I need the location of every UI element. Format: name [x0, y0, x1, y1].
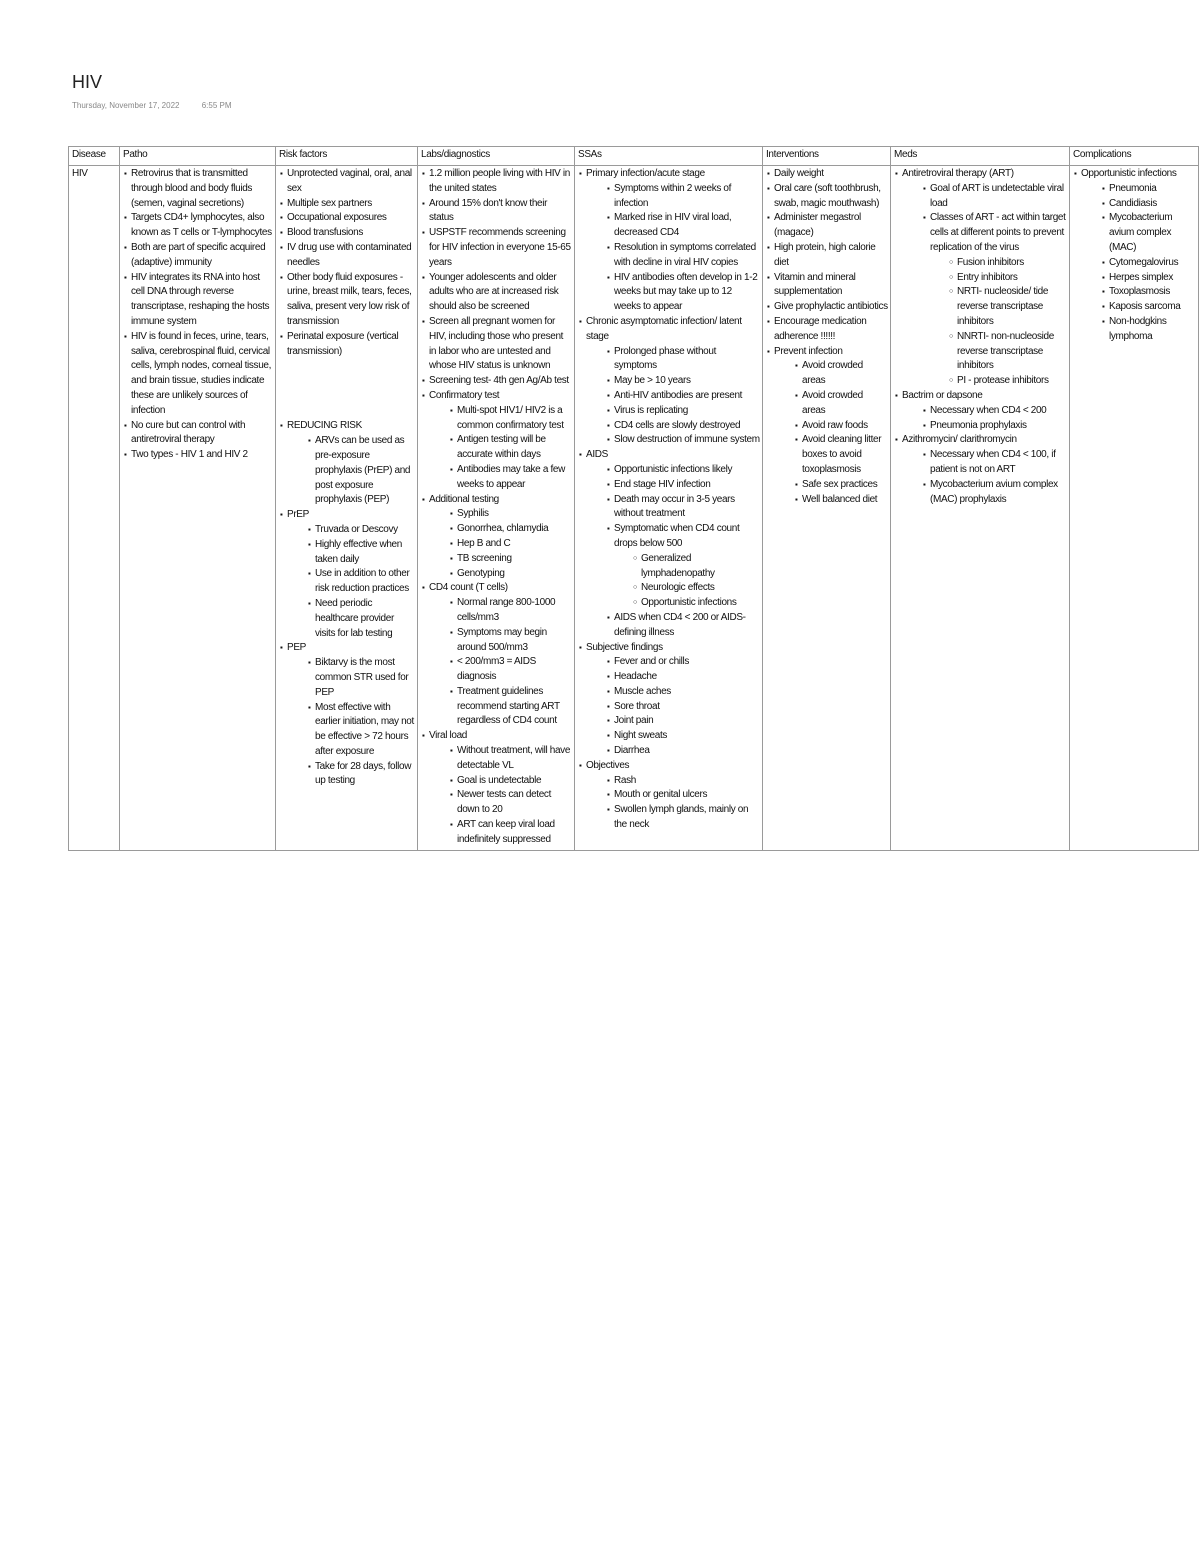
- list-item: ▪ Avoid crowded areas: [766, 359, 888, 389]
- list-item: ▪ Marked rise in HIV viral load, decreased CD4: [578, 211, 760, 241]
- list-item: ▪ Confirmatory test: [421, 389, 572, 404]
- list-item: ▪ Avoid cleaning litter boxes to avoid toxoplasmosis: [766, 433, 888, 477]
- header-disease: Disease: [69, 147, 120, 166]
- cell-complications: [1070, 166, 1199, 851]
- list-item: ▪ PEP: [279, 641, 415, 656]
- header-ssas: SSAs: [575, 147, 763, 166]
- list-item: ▪ Symptoms within 2 weeks of infection: [578, 182, 760, 212]
- list-item: ▪ Mouth or genital ulcers: [578, 788, 760, 803]
- list-item: ▪ IV drug use with contaminated needles: [279, 241, 415, 271]
- cell-ssas: [575, 166, 763, 851]
- list-item: ▪ USPSTF recommends screening for HIV infection in everyone 15-65 years: [421, 226, 572, 270]
- list-item: ▪ Viral load: [421, 729, 572, 744]
- list-item: ▪ Pneumonia: [1073, 182, 1196, 197]
- list-item: ▪ Daily weight: [766, 167, 888, 182]
- list-item: ▪ Hep B and C: [421, 537, 572, 552]
- list-item: ▪ Other body fluid exposures - urine, breast milk, tears, feces, saliva, present very low risk of transmission: [279, 271, 415, 330]
- list-item: ▪ Administer megastrol (magace): [766, 211, 888, 241]
- list-item: ○ Neurologic effects: [578, 581, 760, 596]
- header-risk-factors: Risk factors: [276, 147, 418, 166]
- list-item: ▪ Safe sex practices: [766, 478, 888, 493]
- list-item: ▪ Avoid raw foods: [766, 419, 888, 434]
- list-item: ▪ Opportunistic infections likely: [578, 463, 760, 478]
- list-item: ▪ Resolution in symptoms correlated with decline in viral HIV copies: [578, 241, 760, 271]
- cell-disease: HIV: [69, 166, 120, 851]
- list-item: ▪ Rash: [578, 774, 760, 789]
- list-item: ○ PI - protease inhibitors: [894, 374, 1067, 389]
- list-item: ▪ Pneumonia prophylaxis: [894, 419, 1067, 434]
- table-row-hiv: [69, 166, 1199, 851]
- ssas-list: [578, 167, 760, 833]
- complications-list: [1073, 167, 1196, 345]
- list-item: ▪ Antibodies may take a few weeks to appear: [421, 463, 572, 493]
- list-item: ▪ Non-hodgkins lymphoma: [1073, 315, 1196, 345]
- list-item: ▪ Give prophylactic antibiotics: [766, 300, 888, 315]
- list-item: ▪ Prevent infection: [766, 345, 888, 360]
- list-item: ▪ Prolonged phase without symptoms: [578, 345, 760, 375]
- list-item: ▪ Well balanced diet: [766, 493, 888, 508]
- list-item: ▪ Without treatment, will have detectable VL: [421, 744, 572, 774]
- risk-factors-list: [279, 167, 415, 789]
- list-item: ▪ CD4 cells are slowly destroyed: [578, 419, 760, 434]
- cell-labs: [418, 166, 575, 851]
- list-item: ▪ Kaposis sarcoma: [1073, 300, 1196, 315]
- list-item: ▪ Azithromycin/ clarithromycin: [894, 433, 1067, 448]
- header-patho: Patho: [120, 147, 276, 166]
- page-meta: [72, 101, 252, 110]
- patho-list: [123, 167, 273, 463]
- list-item: ▪ AIDS: [578, 448, 760, 463]
- list-item: ▪ Antigen testing will be accurate within days: [421, 433, 572, 463]
- list-item: ▪ Normal range 800-1000 cells/mm3: [421, 596, 572, 626]
- list-item: ▪ Perinatal exposure (vertical transmission): [279, 330, 415, 360]
- page-title: HIV: [72, 72, 103, 92]
- list-item: ▪ Primary infection/acute stage: [578, 167, 760, 182]
- list-item: ▪ Truvada or Descovy: [279, 523, 415, 538]
- meds-list: [894, 167, 1067, 507]
- list-item: ▪ HIV integrates its RNA into host cell DNA through reverse transcriptase, reshaping the hosts immune system: [123, 271, 273, 330]
- list-item: ▪ Syphilis: [421, 507, 572, 522]
- list-item: ▪ Unprotected vaginal, oral, anal sex: [279, 167, 415, 197]
- list-item: ▪ Objectives: [578, 759, 760, 774]
- cell-interventions: [763, 166, 891, 851]
- list-item: ▪ Need periodic healthcare provider visits for lab testing: [279, 597, 415, 641]
- header-labs-diagnostics: Labs/diagnostics: [418, 147, 575, 166]
- list-item: ▪ Around 15% don't know their status: [421, 197, 572, 227]
- list-item: ▪ Newer tests can detect down to 20: [421, 788, 572, 818]
- header-interventions: Interventions: [763, 147, 891, 166]
- list-item: ▪ CD4 count (T cells): [421, 581, 572, 596]
- list-item: ▪ Candidiasis: [1073, 197, 1196, 212]
- list-item: ▪ PrEP: [279, 508, 415, 523]
- list-item: ▪ Screen all pregnant women for HIV, including those who present in labor who are untested and whose HIV status is unknown: [421, 315, 572, 374]
- header-meds: Meds: [891, 147, 1070, 166]
- list-item: ▪ Virus is replicating: [578, 404, 760, 419]
- list-item: ▪ Gonorrhea, chlamydia: [421, 522, 572, 537]
- list-item: ○ Entry inhibitors: [894, 271, 1067, 286]
- list-item: ▪ AIDS when CD4 < 200 or AIDS-defining illness: [578, 611, 760, 641]
- list-item: ▪ Mycobacterium avium complex (MAC) prophylaxis: [894, 478, 1067, 508]
- list-item: ▪ Subjective findings: [578, 641, 760, 656]
- list-item: ▪ Vitamin and mineral supplementation: [766, 271, 888, 301]
- interventions-list: [766, 167, 888, 507]
- list-item: ▪ Blood transfusions: [279, 226, 415, 241]
- list-item: ▪ No cure but can control with antiretroviral therapy: [123, 419, 273, 449]
- list-item: ▪ Occupational exposures: [279, 211, 415, 226]
- hiv-notes-table: [68, 146, 1199, 851]
- list-item: ▪ ART can keep viral load indefinitely suppressed: [421, 818, 572, 848]
- list-item: ▪ May be > 10 years: [578, 374, 760, 389]
- list-item: ○ NNRTI- non-nucleoside reverse transcriptase inhibitors: [894, 330, 1067, 374]
- list-item: ○ Opportunistic infections: [578, 596, 760, 611]
- list-item: ▪ End stage HIV infection: [578, 478, 760, 493]
- table-header-row: [69, 147, 1199, 166]
- list-item: ▪ Retrovirus that is transmitted through blood and body fluids (semen, vaginal secretions): [123, 167, 273, 211]
- list-item: ▪ Take for 28 days, follow up testing: [279, 760, 415, 790]
- labs-list: [421, 167, 572, 848]
- list-item: ▪ Biktarvy is the most common STR used for PEP: [279, 656, 415, 700]
- list-item: ▪ Avoid crowded areas: [766, 389, 888, 419]
- list-item: ▪ Swollen lymph glands, mainly on the neck: [578, 803, 760, 833]
- list-item: ▪ Bactrim or dapsone: [894, 389, 1067, 404]
- list-item: ▪ Additional testing: [421, 493, 572, 508]
- list-item: ▪ Headache: [578, 670, 760, 685]
- list-item: ▪ Antiretroviral therapy (ART): [894, 167, 1067, 182]
- cell-meds: [891, 166, 1070, 851]
- list-item: ▪ Opportunistic infections: [1073, 167, 1196, 182]
- list-item: ▪ Oral care (soft toothbrush, swab, magic mouthwash): [766, 182, 888, 212]
- list-item: ▪ Slow destruction of immune system: [578, 433, 760, 448]
- list-item: ▪ ARVs can be used as pre-exposure prophylaxis (PrEP) and post exposure prophylaxis (PEP): [279, 434, 415, 508]
- cell-risk-factors: [276, 166, 418, 851]
- list-item: ▪ Targets CD4+ lymphocytes, also known as T cells or T-lymphocytes: [123, 211, 273, 241]
- list-item: ▪ Diarrhea: [578, 744, 760, 759]
- list-item: ▪ Muscle aches: [578, 685, 760, 700]
- list-item: ▪ High protein, high calorie diet: [766, 241, 888, 271]
- list-item: ▪ Toxoplasmosis: [1073, 285, 1196, 300]
- list-item: ▪ Encourage medication adherence !!!!!!: [766, 315, 888, 345]
- list-item: ▪ Two types - HIV 1 and HIV 2: [123, 448, 273, 463]
- list-item: ▪ TB screening: [421, 552, 572, 567]
- cell-patho: [120, 166, 276, 851]
- list-item: ▪ Sore throat: [578, 700, 760, 715]
- page-time: 6:55 PM: [201, 101, 232, 110]
- list-item: ▪ Highly effective when taken daily: [279, 538, 415, 568]
- list-item: ▪ Night sweats: [578, 729, 760, 744]
- list-item: ○ Fusion inhibitors: [894, 256, 1067, 271]
- list-item: ▪ Both are part of specific acquired (adaptive) immunity: [123, 241, 273, 271]
- list-item: ▪ Symptoms may begin around 500/mm3: [421, 626, 572, 656]
- list-item: ▪ Cytomegalovirus: [1073, 256, 1196, 271]
- list-item: ▪ Herpes simplex: [1073, 271, 1196, 286]
- list-item: ▪ Goal is undetectable: [421, 774, 572, 789]
- list-item: ▪ Mycobacterium avium complex (MAC): [1073, 211, 1196, 255]
- list-item: ▪ Goal of ART is undetectable viral load: [894, 182, 1067, 212]
- list-item: ▪ Most effective with earlier initiation, may not be effective > 72 hours after exposure: [279, 701, 415, 760]
- list-item: ▪ Screening test- 4th gen Ag/Ab test: [421, 374, 572, 389]
- list-item: ▪ Chronic asymptomatic infection/ latent stage: [578, 315, 760, 345]
- list-item: ▪ Joint pain: [578, 714, 760, 729]
- list-item: ▪ HIV antibodies often develop in 1-2 weeks but may take up to 12 weeks to appear: [578, 271, 760, 315]
- list-item: ▪ Necessary when CD4 < 100, if patient is not on ART: [894, 448, 1067, 478]
- list-item: ▪ Multiple sex partners: [279, 197, 415, 212]
- list-item: ▪ Younger adolescents and older adults who are at increased risk should also be screened: [421, 271, 572, 315]
- page-date: Thursday, November 17, 2022: [72, 101, 180, 110]
- list-item: ▪ HIV is found in feces, urine, tears, saliva, cerebrospinal fluid, cervical cells, lymph nodes, corneal tissue, and brain tissue, studies indicate these are unlikely sources of infection: [123, 330, 273, 419]
- header-complications: Complications: [1070, 147, 1199, 166]
- list-item: ▪ 1.2 million people living with HIV in the united states: [421, 167, 572, 197]
- list-item: ▪ < 200/mm3 = AIDS diagnosis: [421, 655, 572, 685]
- list-item: ▪ Classes of ART - act within target cells at different points to prevent replication of the virus: [894, 211, 1067, 255]
- list-item: ▪ Necessary when CD4 < 200: [894, 404, 1067, 419]
- list-item: ○ NRTI- nucleoside/ tide reverse transcriptase inhibitors: [894, 285, 1067, 329]
- list-item: ▪ Use in addition to other risk reduction practices: [279, 567, 415, 597]
- list-item: ▪ Fever and or chills: [578, 655, 760, 670]
- list-item: ▪ REDUCING RISK: [279, 419, 415, 434]
- list-item: ▪ Multi-spot HIV1/ HIV2 is a common confirmatory test: [421, 404, 572, 434]
- list-item: ▪ Death may occur in 3-5 years without treatment: [578, 493, 760, 523]
- list-item: ▪ Genotyping: [421, 567, 572, 582]
- list-item: ▪ Treatment guidelines recommend starting ART regardless of CD4 count: [421, 685, 572, 729]
- list-item: ○ Generalized lymphadenopathy: [578, 552, 760, 582]
- list-item: ▪ Anti-HIV antibodies are present: [578, 389, 760, 404]
- list-item: ▪ Symptomatic when CD4 count drops below 500: [578, 522, 760, 552]
